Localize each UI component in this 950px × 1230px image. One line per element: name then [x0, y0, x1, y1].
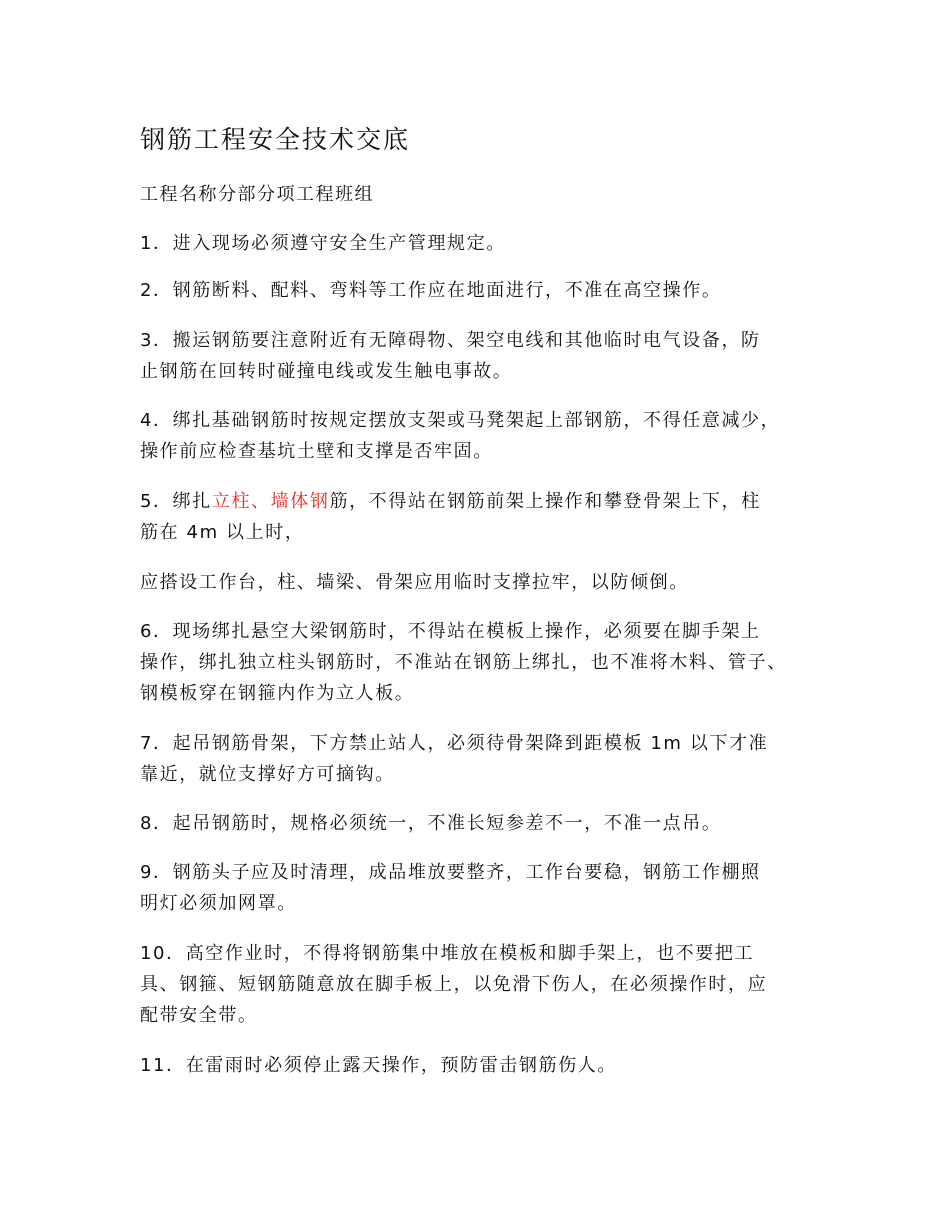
- rule-11-line-1: 11．在雷雨时必须停止露天操作，预防雷击钢筋伤人。: [140, 1055, 617, 1076]
- rule-9-line-2: 明灯必须加网罩。: [140, 893, 297, 914]
- rule-5-prefix: 5．绑扎: [140, 491, 212, 512]
- rule-10-line-1: 10．高空作业时，不得将钢筋集中堆放在模板和脚手架上，也不要把工: [140, 943, 755, 964]
- rule-10-line-2: 具、钢箍、短钢筋随意放在脚手板上，以免滑下伤人，在必须操作时，应: [140, 974, 768, 995]
- rule-4-line-1: 4．绑扎基础钢筋时按规定摆放支架或马凳架起上部钢筋，不得任意减少，: [140, 410, 781, 431]
- rule-8: [140, 808, 830, 839]
- rule-6-line-2: 操作，绑扎独立柱头钢筋时，不准站在钢筋上绑扎，也不准将木料、管子、: [140, 652, 787, 673]
- rule-7-line-1: 7．起吊钢筋骨架，下方禁止站人，必须待骨架降到距模板 1m 以下才准: [140, 733, 769, 754]
- rule-8-line-1: 8．起吊钢筋时，规格必须统一，不准长短参差不一，不准一点吊。: [140, 813, 722, 834]
- rule-7-line-2: 靠近，就位支撑好方可摘钩。: [140, 764, 395, 785]
- rule-4-line-2: 操作前应检查基坑土壁和支撑是否牢固。: [140, 441, 493, 462]
- rule-3: [140, 325, 830, 387]
- rule-9: [140, 857, 830, 919]
- rule-5-line-1: [140, 486, 830, 517]
- rule-11: [140, 1050, 830, 1081]
- rule-10: [140, 938, 830, 1031]
- rule-1: [140, 228, 830, 259]
- project-info-line: 工程名称分部分项工程班组: [140, 184, 374, 205]
- rule-2: [140, 275, 830, 306]
- rule-6-line-3: 钢模板穿在钢箍内作为立人板。: [140, 683, 415, 704]
- rule-5-continued-line-1: 应搭设工作台，柱、墙梁、骨架应用临时支撑拉牢，以防倾倒。: [140, 572, 689, 593]
- rule-9-line-1: 9．钢筋头子应及时清理，成品堆放要整齐，工作台要稳，钢筋工作棚照: [140, 862, 761, 883]
- rule-5-continued: [140, 567, 830, 598]
- rule-7: [140, 728, 830, 790]
- rule-4: [140, 405, 830, 467]
- document-title: 钢筋工程安全技术交底: [140, 125, 411, 154]
- rule-2-line-1: 2．钢筋断料、配料、弯料等工作应在地面进行，不准在高空操作。: [140, 280, 722, 301]
- rule-3-line-2: 止钢筋在回转时碰撞电线或发生触电事故。: [140, 361, 513, 382]
- rule-6: [140, 616, 830, 709]
- rule-6-line-1: 6．现场绑扎悬空大梁钢筋时，不得站在模板上操作，必须要在脚手架上: [140, 621, 761, 642]
- rule-5-line-2: 筋在 4m 以上时，: [140, 522, 305, 543]
- rule-5: [140, 486, 830, 548]
- rule-3-line-1: 3．搬运钢筋要注意附近有无障碍物、架空电线和其他临时电气设备，防: [140, 330, 761, 351]
- rule-1-line-1: 1．进入现场必须遵守安全生产管理规定。: [140, 233, 506, 254]
- rule-5-suffix: 筋，不得站在钢筋前架上操作和攀登骨架上下，柱: [329, 491, 761, 512]
- rule-5-highlight: 立柱、墙体钢: [211, 491, 330, 512]
- rule-10-line-3: 配带安全带。: [140, 1005, 258, 1026]
